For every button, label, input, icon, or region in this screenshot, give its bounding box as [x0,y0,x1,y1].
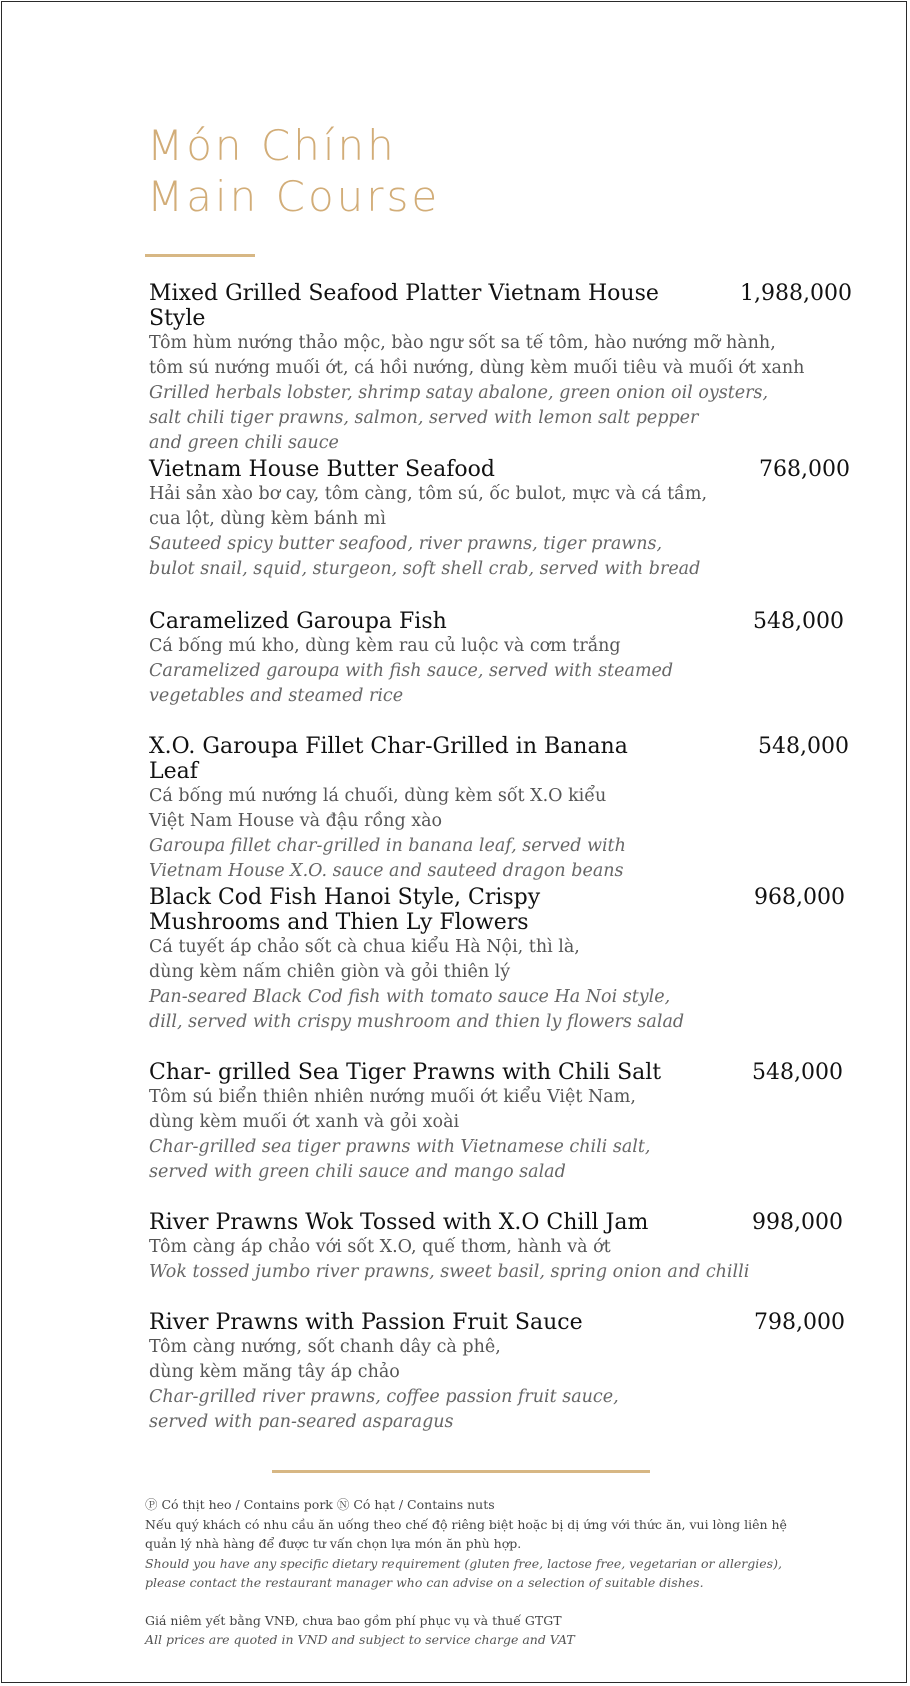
section-title [147,120,440,222]
menu-item-price: 548,000 [758,734,849,759]
menu-item [149,734,849,884]
menu-item-description-vi: Cá tuyết áp chảo sốt cà chua kiểu Hà Nội, thì là, dùng kèm nấm chiên giòn và gỏi thiên lý [149,937,580,982]
menu-item-price: 548,000 [752,1060,843,1085]
menu-item [149,885,849,1035]
menu-item-description-en: Char-grilled sea tiger prawns with Vietnamese chili salt, served with green chili sauce and mango salad [149,1137,651,1182]
menu-item [149,1210,849,1285]
menu-item-description-vi: Hải sản xào bơ cay, tôm càng, tôm sú, ốc bulot, mực và cá tầm, cua lột, dùng kèm bánh mì [149,484,708,529]
menu-item-description-vi: Cá bống mú nướng lá chuối, dùng kèm sốt X.O kiểu Việt Nam House và đậu rồng xào [149,786,607,831]
menu-item-name: Char- grilled Sea Tiger Prawns with Chili Salt [149,1060,662,1085]
menu-item-description-vi: Cá bống mú kho, dùng kèm rau củ luộc và cơm trắng [149,636,621,656]
menu-item-description-en: Char-grilled river prawns, coffee passion fruit sauce, served with pan-seared asparagus [149,1387,619,1432]
price-note-en: All prices are quoted in VND and subject to service charge and VAT [145,1632,575,1647]
dietary-legend: Ⓟ Có thịt heo / Contains pork Ⓝ Có hạt / Contains nuts [145,1497,495,1512]
menu-item [149,457,849,582]
menu-item [149,1060,849,1185]
menu-item-description-vi: Tôm càng nướng, sốt chanh dây cà phê, dùng kèm măng tây áp chảo [149,1337,501,1382]
menu-item-name: Caramelized Garoupa Fish [149,609,447,634]
menu-item-name: Black Cod Fish Hanoi Style, Crispy Mushrooms and Thien Ly Flowers [149,885,541,935]
section-title-vi: Món Chính [147,121,397,170]
menu-item-description-en: Grilled herbals lobster, shrimp satay abalone, green onion oil oysters, salt chili tiger prawns, salmon, served with lemon salt pepper and green chili sauce [149,383,769,453]
dietary-note-en: Should you have any specific dietary requirement (gluten free, lactose free, vegetarian or allergies), please contact the restaurant manager who can advise on a selection of suitable dishes. [145,1555,782,1590]
price-note-vi: Giá niêm yết bằng VNĐ, chưa bao gồm phí phục vụ và thuế GTGT [145,1612,562,1628]
menu-item-price: 998,000 [752,1210,843,1235]
menu-item-name: Vietnam House Butter Seafood [149,457,495,482]
menu-item-description-vi: Tôm hùm nướng thảo mộc, bào ngư sốt sa tế tôm, hào nướng mỡ hành, tôm sú nướng muối ớt, cá hồi nướng, dùng kèm muối tiêu và muối ớt xanh [149,333,805,378]
spacer [145,1593,845,1611]
menu-item-description-vi: Tôm sú biển thiên nhiên nướng muối ớt kiểu Việt Nam, dùng kèm muối ớt xanh và gỏi xoài [149,1087,636,1132]
menu-item-name: River Prawns Wok Tossed with X.O Chill Jam [149,1210,649,1235]
menu-item-description-en: Caramelized garoupa with fish sauce, served with steamed vegetables and steamed rice [149,661,674,706]
dietary-note-vi: Nếu quý khách có nhu cầu ăn uống theo chế độ riêng biệt hoặc bị dị ứng với thức ăn, vui lòng liên hệ quản lý nhà hàng để được tư vấn chọn lựa món ăn phù hợp. [145,1516,787,1551]
menu-item-description-en: Wok tossed jumbo river prawns, sweet basil, spring onion and chilli [149,1262,750,1282]
menu-item-price: 1,988,000 [740,281,852,306]
menu-page [1,1,907,1683]
menu-item-description-en: Pan-seared Black Cod fish with tomato sauce Ha Noi style, dill, served with crispy mushroom and thien ly flowers salad [149,987,685,1032]
menu-item-description-en: Garoupa fillet char-grilled in banana leaf, served with Vietnam House X.O. sauce and sauteed dragon beans [149,836,626,881]
menu-item-name: Mixed Grilled Seafood Platter Vietnam House Style [149,281,659,331]
menu-item-price: 548,000 [753,609,844,634]
menu-item-name: X.O. Garoupa Fillet Char-Grilled in Banana Leaf [149,734,628,784]
menu-item [149,281,852,456]
section-title-en: Main Course [147,172,441,221]
menu-item-price: 798,000 [754,1310,845,1335]
footer-divider [272,1470,650,1473]
menu-item-price: 968,000 [754,885,845,910]
title-divider [145,254,255,257]
menu-item-description-vi: Tôm càng áp chảo với sốt X.O, quế thơm, hành và ớt [149,1237,611,1257]
menu-item-description-en: Sauteed spicy butter seafood, river prawns, tiger prawns, bulot snail, squid, sturgeon, soft shell crab, served with bread [149,534,701,579]
menu-item [149,609,849,709]
menu-item [149,1310,849,1435]
menu-item-price: 768,000 [759,457,850,482]
footer-notes [145,1495,845,1650]
menu-item-name: River Prawns with Passion Fruit Sauce [149,1310,583,1335]
